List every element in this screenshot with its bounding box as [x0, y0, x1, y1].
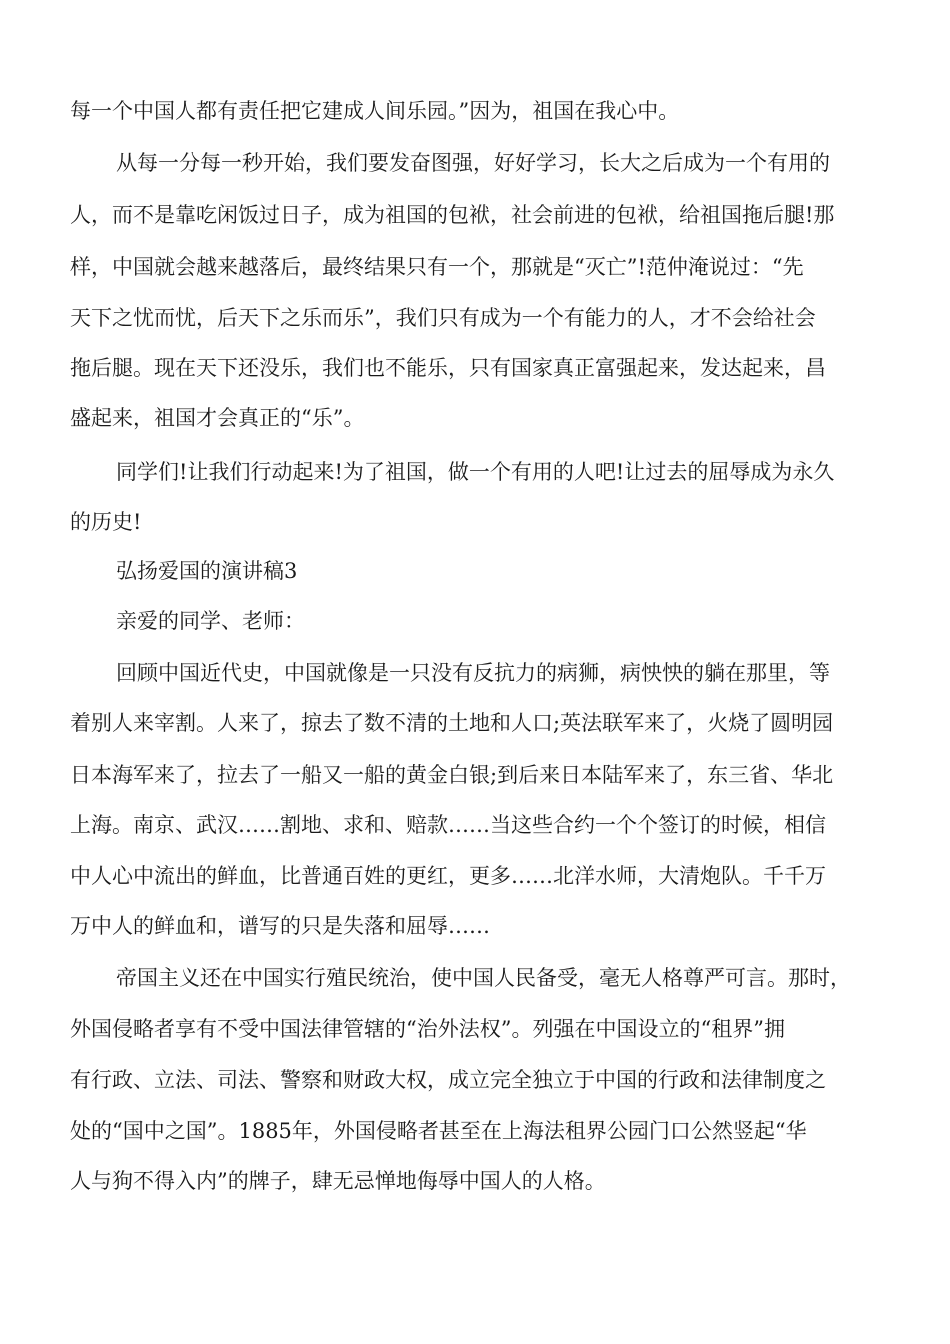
text-line: 人，而不是靠吃闲饭过日子，成为祖国的包袱，社会前进的包袱，给祖国拖后腿!那 — [70, 203, 835, 227]
text-line: 中人心中流出的鲜血，比普通百姓的更红，更多……北洋水师，大清炮队。千千万 — [70, 864, 826, 888]
text-line: 处的“国中之国”。1885年，外国侵略者甚至在上海法租界公园门口公然竖起“华 — [70, 1119, 807, 1143]
paragraph-first-line: 帝国主义还在中国实行殖民统治，使中国人民备受，毫无人格尊严可言。那时， — [116, 966, 851, 990]
text-line: 人与狗不得入内”的牌子，肆无忌惮地侮辱中国人的人格。 — [70, 1169, 606, 1193]
paragraph-first-line: 回顾中国近代史，中国就像是一只没有反抗力的病狮，病怏怏的躺在那里，等 — [116, 661, 830, 685]
text-line: 样，中国就会越来越落后，最终结果只有一个，那就是“灭亡”!范仲淹说过：“先 — [70, 255, 804, 279]
text-line: 的历史! — [70, 510, 142, 534]
text-line: 天下之忧而忧，后天下之乐而乐”，我们只有成为一个有能力的人，才不会给社会 — [70, 306, 816, 330]
text-line: 外国侵略者享有不受中国法律管辖的“治外法权”。列强在中国设立的“租界”拥 — [70, 1017, 785, 1041]
text-line: 着别人来宰割。人来了，掠去了数不清的土地和人口;英法联军来了，火烧了圆明园 — [70, 711, 834, 735]
section-heading: 弘扬爱国的演讲稿3 — [116, 559, 298, 583]
text-line: 盛起来，祖国才会真正的“乐”。 — [70, 406, 365, 430]
text-line: 上海。南京、武汉……割地、求和、赔款……当这些合约一个个签订的时候，相信 — [70, 813, 826, 837]
text-line: 每一个中国人都有责任把它建成人间乐园。”因为，祖国在我心中。 — [70, 99, 680, 123]
text-line: 拖后腿。现在天下还没乐，我们也不能乐，只有国家真正富强起来，发达起来，昌 — [70, 356, 826, 380]
paragraph-first-line: 从每一分每一秒开始，我们要发奋图强，好好学习，长大之后成为一个有用的 — [116, 151, 830, 175]
text-line: 有行政、立法、司法、警察和财政大权，成立完全独立于中国的行政和法律制度之 — [70, 1068, 826, 1092]
text-line: 万中人的鲜血和，谱写的只是失落和屈辱…… — [70, 914, 490, 938]
salutation: 亲爱的同学、老师： — [116, 609, 305, 633]
text-line: 日本海军来了，拉去了一船又一船的黄金白银;到后来日本陆军来了，东三省、华北 — [70, 763, 834, 787]
paragraph-first-line: 同学们!让我们行动起来!为了祖国，做一个有用的人吧!让过去的屈辱成为永久 — [116, 460, 835, 484]
